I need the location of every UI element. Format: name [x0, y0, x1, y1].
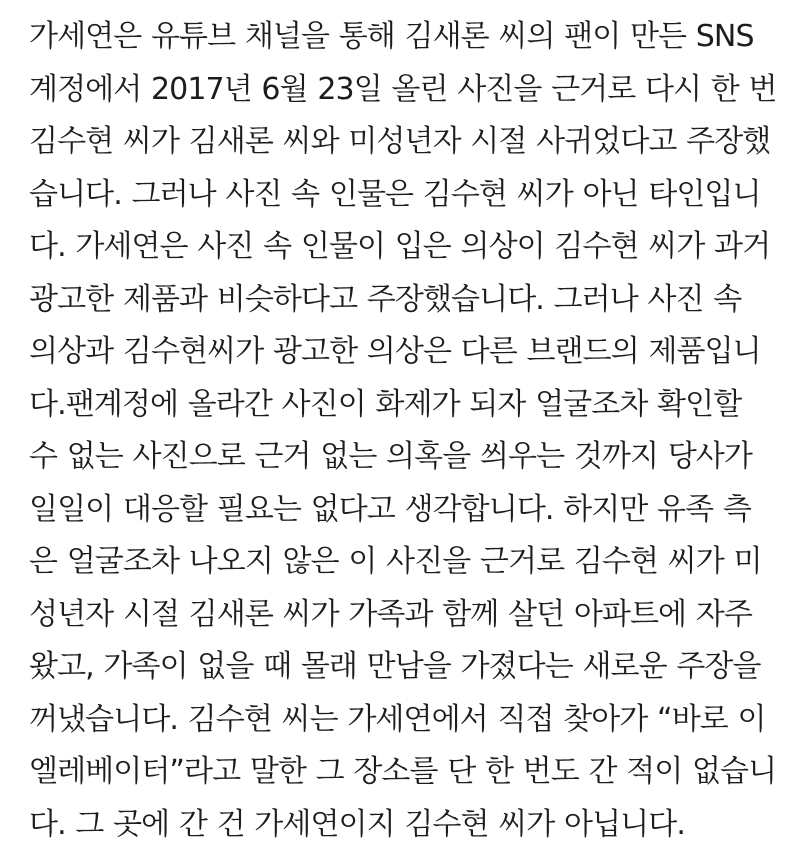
article-line: 가세연은 유튜브 채널을 통해 김새론 씨의 팬이 만든 SNS [29, 19, 754, 54]
article-line: 수 없는 사진으로 근거 없는 의혹을 씌우는 것까지 당사가 [29, 439, 752, 474]
article-line: 일일이 대응할 필요는 없다고 생각합니다. 하지만 유족 측 [29, 491, 751, 527]
article-line: 다.팬계정에 올라간 사진이 화제가 되자 얼굴조차 확인할 [29, 386, 742, 422]
article-line: 다. 그 곳에 간 건 가세연이지 김수현 씨가 아닙니다. [29, 806, 685, 842]
article-text [29, 11, 795, 851]
article-line: 광고한 제품과 비슷하다고 주장했습니다. 그러나 사진 속 [29, 281, 742, 317]
article-line: 의상과 김수현씨가 광고한 의상은 다른 브랜드의 제품입니 [29, 334, 761, 369]
article-line: 엘레베이터”라고 말한 그 장소를 단 한 번도 간 적이 없습니 [29, 754, 777, 789]
article-line: 계정에서 2017년 6월 23일 올린 사진을 근거로 다시 한 번 [29, 71, 777, 107]
article-line: 꺼냈습니다. 김수현 씨는 가세연에서 직접 찾아가 “바로 이 [29, 701, 766, 737]
article-line: 은 얼굴조차 나오지 않은 이 사진을 근거로 김수현 씨가 미 [29, 544, 762, 579]
article-line: 김수현 씨가 김새론 씨와 미성년자 시절 사귀었다고 주장했 [29, 124, 771, 159]
article-line: 습니다. 그러나 사진 속 인물은 김수현 씨가 아닌 타인입니 [29, 176, 761, 212]
article-line: 성년자 시절 김새론 씨가 가족과 함께 살던 아파트에 자주 [29, 596, 752, 632]
article-line: 다. 가세연은 사진 속 인물이 입은 의상이 김수현 씨가 과거 [29, 229, 771, 264]
article-line: 왔고, 가족이 없을 때 몰래 만남을 가졌다는 새로운 주장을 [29, 649, 761, 684]
